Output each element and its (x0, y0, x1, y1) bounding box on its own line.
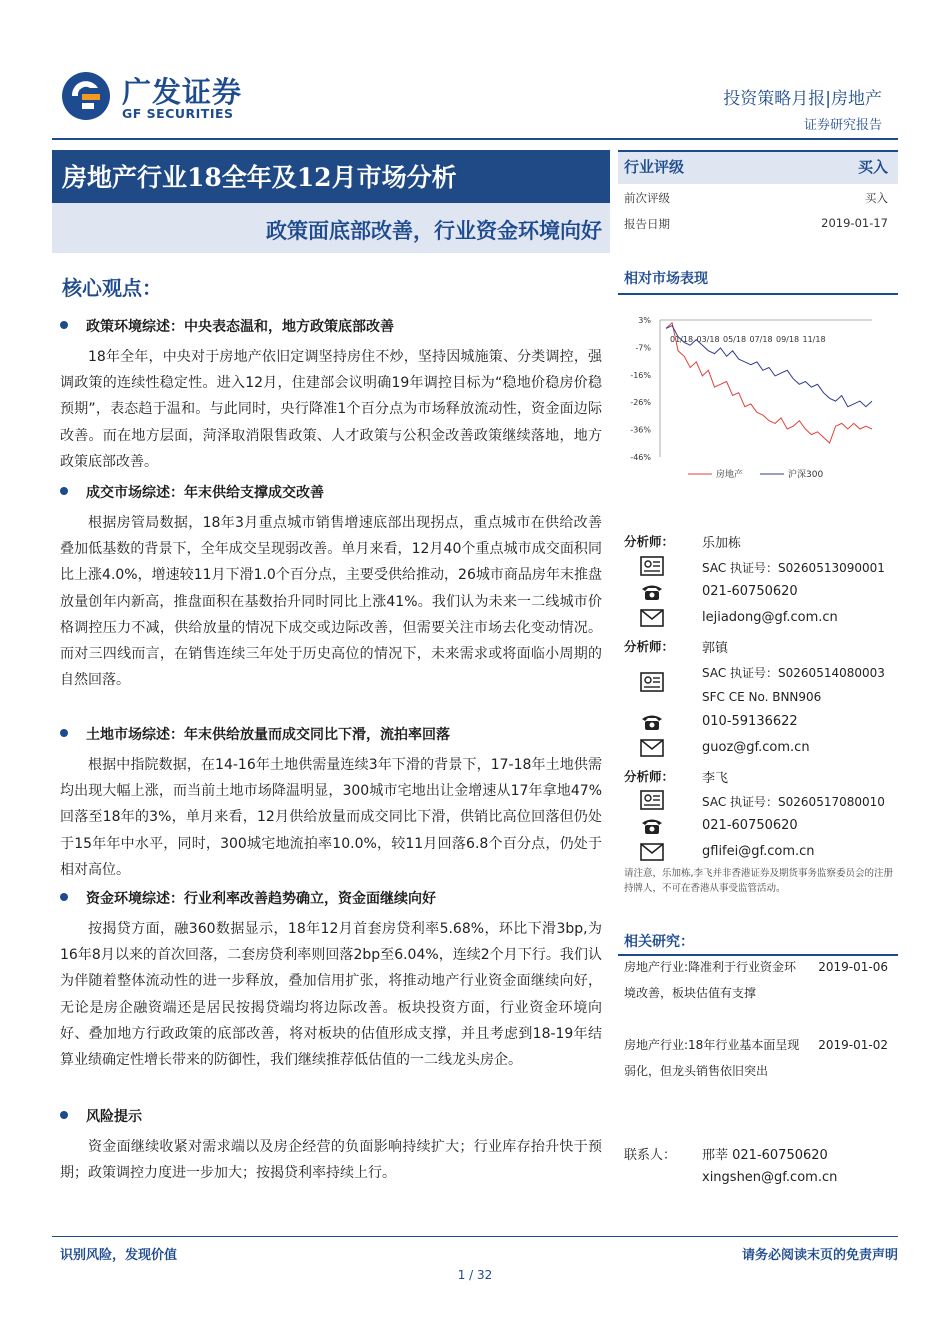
email-icon[interactable] (640, 842, 664, 862)
related-research-item[interactable]: 房地产行业:降准利于行业资金环境改善，板块估值有支撑 (624, 960, 797, 1000)
x-tick-label: 09/18 (776, 335, 800, 344)
legend-label: 沪深300 (788, 470, 824, 480)
section-heading-text: 土地市场综述：年末供给放量而成交同比下滑，流拍率回落 (86, 727, 450, 743)
y-tick-label: -26% (630, 398, 651, 408)
section-body: 根据房管局数据，18年3月重点城市销售增速底部出现拐点，重点城市在供给改善叠加低基数的背景下，全年成交呈现弱改善。单月来看，12月40个重点城市成交面积同比上涨4.0%，增速较11月下滑1.0个百分点，主要受供给推动，26城市商品房年末推盘放量创年内新高，推盘面积在基数抬升同时同比上涨41%。我们认为未来一二线城市价格调控压力不减，供给放量的情况下成交或边际改善，但需要关注市场去化变动情况。而对三四线而言，在销售连续三年处于历史高位的情况下，未来需求或将面临小周期的自然回落。 (60, 515, 602, 689)
bullet-icon (60, 1111, 68, 1119)
x-tick-label: 05/18 (723, 335, 747, 344)
email-icon[interactable] (640, 738, 664, 758)
id-card-icon (640, 556, 664, 576)
bullet-icon (60, 487, 68, 495)
report-subtitle: 政策面底部改善，行业资金环境向好 (266, 218, 602, 243)
section-heading (60, 316, 394, 336)
analyst-name: 乐加栋 (702, 536, 742, 551)
related-research-item[interactable]: 房地产行业:18年行业基本面呈现弱化，但龙头销售依旧突出 (624, 1038, 800, 1078)
section-heading (60, 724, 450, 744)
analyst-label: 分析师： (624, 534, 675, 549)
contact-name-phone: 邢莘 021-60750620 (702, 1148, 828, 1163)
analyst-phone: 021-60750620 (702, 584, 798, 599)
phone-icon (640, 816, 664, 836)
report-subtype: 证券研究报告 (803, 118, 882, 133)
section-heading-text: 政策环境综述：中央表态温和，地方政策底部改善 (86, 319, 394, 335)
analyst-label: 分析师： (624, 639, 675, 654)
section-body: 按揭贷方面，融360数据显示，18年12月首套房贷利率5.68%，环比下滑3bp,为16年8月以来的首次回落，二套房贷利率则回落2bp至6.04%，连续2个月下行。我们认为伴随着整体流动性的进一步释放，叠加信用扩张，将推动地产行业资金面继续向好，无论是房企融资端还是居民按揭贷端均将边际改善。板块投资方面，行业资金环境向好、叠加地方行政政策的底部改善，将对板块的估值形成支撑，并且考虑到18-19年结算业绩确定性增长带来的防御性，我们继续推荐低估值的一二线龙头房企。 (60, 921, 602, 1069)
rating-label: 行业评级 (624, 158, 685, 176)
bullet-icon (60, 321, 68, 329)
analyst-phone: 021-60750620 (702, 818, 798, 833)
analyst-sac: SAC 执证号：S0260514080003 (702, 666, 885, 680)
related-research-date: 2019-01-06 (818, 960, 888, 974)
y-tick-label: -7% (635, 343, 651, 353)
footer-slogan: 识别风险，发现价值 (60, 1248, 178, 1263)
bullet-icon (60, 893, 68, 901)
section-heading-text: 成交市场综述：年末供给支撑成交改善 (86, 485, 324, 501)
email-icon[interactable] (640, 608, 664, 628)
x-tick-label: 11/18 (802, 335, 826, 344)
footer-disclaimer[interactable]: 请务必阅读末页的免责声明 (741, 1248, 898, 1263)
market-chart-rule (618, 293, 898, 295)
section-heading-text: 资金环境综述：行业利率改善趋势确立，资金面继续向好 (86, 891, 436, 907)
analyst-name: 郭镇 (702, 641, 729, 656)
analyst-sac: SAC 执证号：S0260517080010 (702, 795, 885, 809)
section-heading (60, 888, 436, 908)
relative-performance-chart (620, 305, 890, 490)
analyst-phone: 010-59136622 (702, 714, 798, 729)
x-tick-label: 03/18 (696, 335, 720, 344)
prev-rating-label: 前次评级 (624, 191, 670, 205)
section-body: 18年全年，中央对于房地产依旧定调坚持房住不炒，坚持因城施策、分类调控，强调政策的连续性稳定性。进入12月，住建部会议明确19年调控目标为“稳地价稳房价稳预期”，表态趋于温和。与此同时，央行降准1个百分点为市场释放流动性，资金面边际改善。而在地方层面，菏泽取消限售政策、人才政策与公积金改善政策继续落地，地方政策底部改善。 (60, 349, 602, 470)
y-tick-label: 3% (638, 316, 651, 325)
header-rule (52, 138, 898, 140)
page-number: 1 / 32 (457, 1268, 493, 1282)
analyst-name: 李飞 (702, 771, 729, 786)
section-body: 根据中指院数据，在14-16年土地供需量连续3年下滑的背景下，17-18年土地供需均出现大幅上涨，而当前土地市场降温明显，300城市宅地出让金增速从17年拿地47%回落至18年的3%，单月来看，12月供给放量而成交同比下滑，供销比高位回落但仍处于15年年中水平，同时，300城宅地流拍率10.0%，较11月回落6.8个百分点，仍处于相对高位。 (60, 757, 602, 878)
related-research-title: 相关研究： (624, 934, 694, 950)
core-title: 核心观点： (62, 276, 162, 300)
y-tick-label: -16% (630, 370, 651, 380)
section-heading-text: 风险提示 (86, 1109, 142, 1125)
analyst-email[interactable]: gflifei@gf.com.cn (702, 844, 815, 859)
logo-english: GF SECURITIES (122, 106, 234, 121)
section-body: 资金面继续收紧对需求端以及房企经营的负面影响持续扩大；行业库存抬升快于预期；政策调控力度进一步加大；按揭贷利率持续上行。 (60, 1139, 602, 1182)
analyst-email[interactable]: guoz@gf.com.cn (702, 740, 810, 755)
y-tick-label: -36% (630, 425, 651, 435)
footer-rule (52, 1236, 898, 1237)
market-chart-title: 相对市场表现 (624, 271, 708, 287)
section-heading (60, 1106, 142, 1126)
analyst-sfc: SFC CE No. BNN906 (702, 690, 822, 704)
id-card-icon (640, 672, 664, 692)
analyst-email[interactable]: lejiadong@gf.com.cn (702, 610, 838, 625)
gf-logo-icon (60, 70, 112, 122)
rating-value: 买入 (857, 158, 888, 176)
x-tick-label: 07/18 (749, 335, 773, 344)
bullet-icon (60, 729, 68, 737)
report-date-value: 2019-01-17 (821, 216, 888, 230)
analyst-sac: SAC 执证号：S0260513090001 (702, 561, 885, 575)
logo-chinese: 广发证券 (122, 75, 243, 109)
report-date-label: 报告日期 (624, 217, 670, 231)
section-heading (60, 482, 324, 502)
related-research-date: 2019-01-02 (818, 1038, 888, 1052)
prev-rating-value: 买入 (865, 191, 888, 205)
x-tick-label: 01/18 (670, 335, 694, 344)
analyst-label: 分析师： (624, 769, 675, 784)
id-card-icon (640, 790, 664, 810)
report-title: 房地产行业18全年及12月市场分析 (62, 163, 457, 192)
phone-icon (640, 582, 664, 602)
contact-email[interactable]: xingshen@gf.com.cn (702, 1170, 838, 1185)
contact-label: 联系人： (624, 1148, 677, 1163)
analyst-note: 请注意，乐加栋,李飞并非香港证券及期货事务监察委员会的注册持牌人，不可在香港从事受监管活动。 (624, 868, 894, 894)
phone-icon (640, 712, 664, 732)
report-type: 投资策略月报|房地产 (723, 89, 882, 109)
legend-label: 房地产 (716, 470, 744, 480)
y-tick-label: -46% (630, 453, 651, 462)
